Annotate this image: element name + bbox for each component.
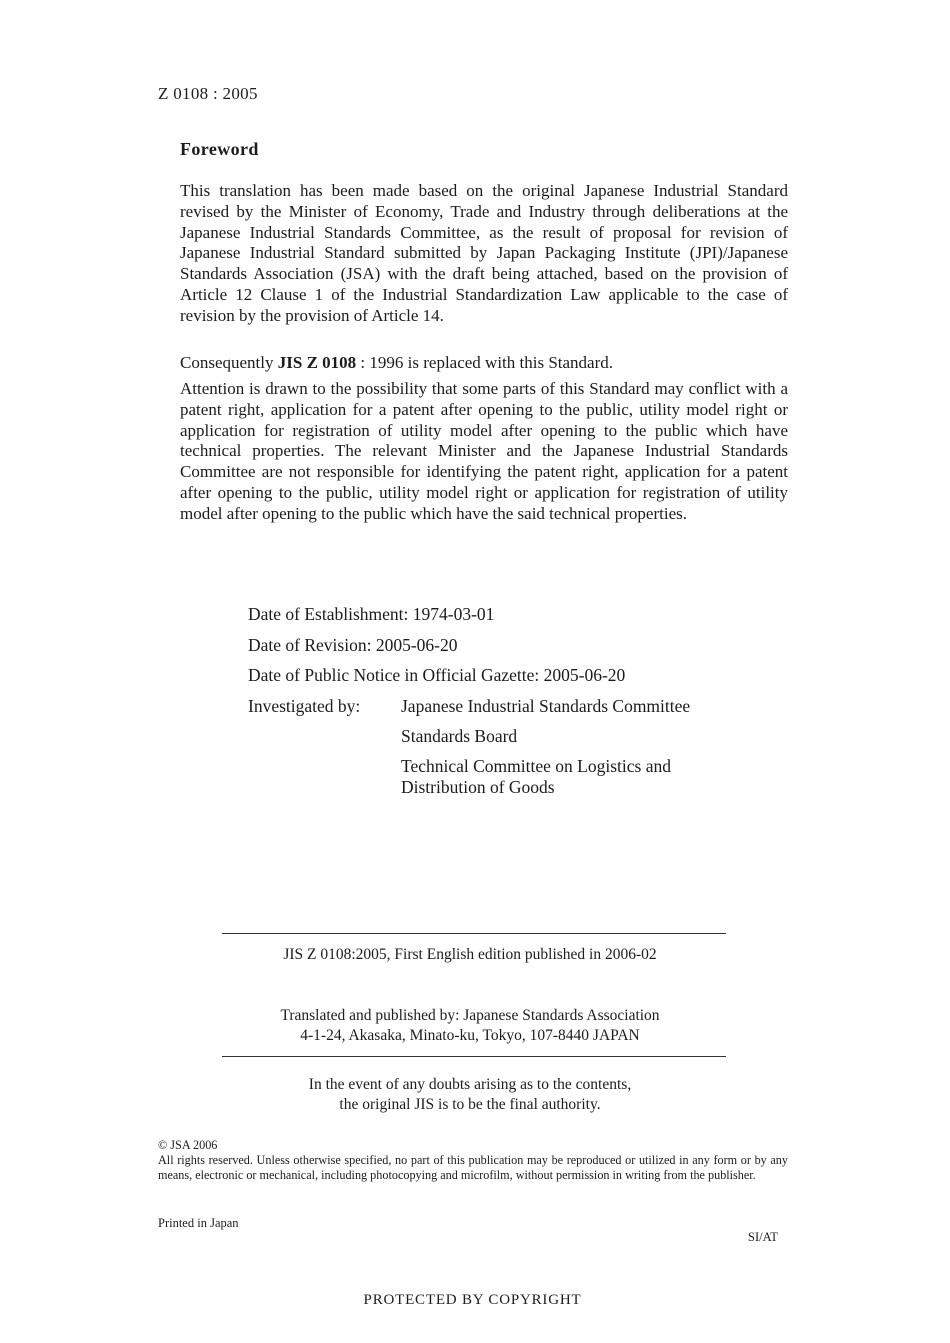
- divider-top: [222, 933, 726, 934]
- foreword-paragraph-2: [180, 353, 788, 374]
- investigated-by-committee: Japanese Industrial Standards Committee: [401, 696, 691, 716]
- foreword-paragraph-3: [180, 379, 788, 525]
- publisher-block: [160, 1006, 780, 1046]
- publisher-address: 4-1-24, Akasaka, Minato-ku, Tokyo, 107-8440 JAPAN: [300, 1027, 640, 1044]
- rights-statement: All rights reserved. Unless otherwise specified, no part of this publication may be reproduced or utilized in any form or by any means, electronic or mechanical, including photocopying and microfilm, without permission in writing from the publisher.: [158, 1153, 788, 1182]
- investigated-by-label: Investigated by:: [248, 696, 361, 716]
- publisher-line: Translated and published by: Japanese Standards Association: [280, 1007, 660, 1024]
- date-public-notice: Date of Public Notice in Official Gazette: 2005-06-20: [248, 665, 626, 685]
- copyright-mark: © JSA 2006: [158, 1138, 218, 1152]
- protected-by-copyright: PROTECTED BY COPYRIGHT: [363, 1292, 582, 1308]
- foreword-paragraph-1: [180, 181, 788, 327]
- copyright-notice: [158, 1138, 788, 1183]
- edition-line: JIS Z 0108:2005, First English edition published in 2006-02: [283, 946, 657, 963]
- foreword-heading: Foreword: [180, 139, 259, 159]
- paragraph-prefix: Consequently: [180, 353, 278, 372]
- investigated-by-board: Standards Board: [401, 726, 518, 746]
- disclaimer-line-1: In the event of any doubts arising as to the contents,: [308, 1076, 632, 1093]
- printed-in: Printed in Japan: [158, 1216, 239, 1230]
- paragraph-text: Attention is drawn to the possibility that some parts of this Standard may conflict with a patent right, application for a patent after opening to the public, utility model right or application for registration of utility model after opening to the public which have technical properties. The relevant Minister and the Japanese Industrial Standards Committee are not responsible for identifying the patent right, application for a patent after opening to the public, utility model right or application for registration of utility model after opening to the public which have the said technical properties.: [180, 379, 788, 523]
- document-code: Z 0108 : 2005: [158, 84, 258, 103]
- standard-reference: JIS Z 0108: [277, 353, 357, 372]
- divider-bottom: [222, 1056, 726, 1057]
- date-revision: Date of Revision: 2005-06-20: [248, 635, 458, 655]
- authority-disclaimer: [160, 1075, 780, 1115]
- paragraph-text: [180, 353, 788, 374]
- investigated-by-technical-committee-cont: Distribution of Goods: [401, 777, 555, 797]
- disclaimer-line-2: the original JIS is to be the final authority.: [339, 1096, 601, 1113]
- date-establishment: Date of Establishment: 1974-03-01: [248, 604, 495, 624]
- sheet-code: SI/AT: [748, 1230, 778, 1244]
- paragraph-text: This translation has been made based on the original Japanese Industrial Standard revised by the Minister of Economy, Trade and Industry through deliberations at the Japanese Industrial Standards Committee, as the result of proposal for revision of Japanese Industrial Standard submitted by Japan Packaging Institute (JPI)/Japanese Standards Association (JSA) with the draft being attached, based on the provision of Article 12 Clause 1 of the Industrial Standardization Law applicable to the case of revision by the provision of Article 14.: [180, 181, 788, 325]
- paragraph-suffix: : 1996 is replaced with this Standard.: [356, 353, 614, 372]
- investigated-by-technical-committee: Technical Committee on Logistics and: [401, 756, 671, 776]
